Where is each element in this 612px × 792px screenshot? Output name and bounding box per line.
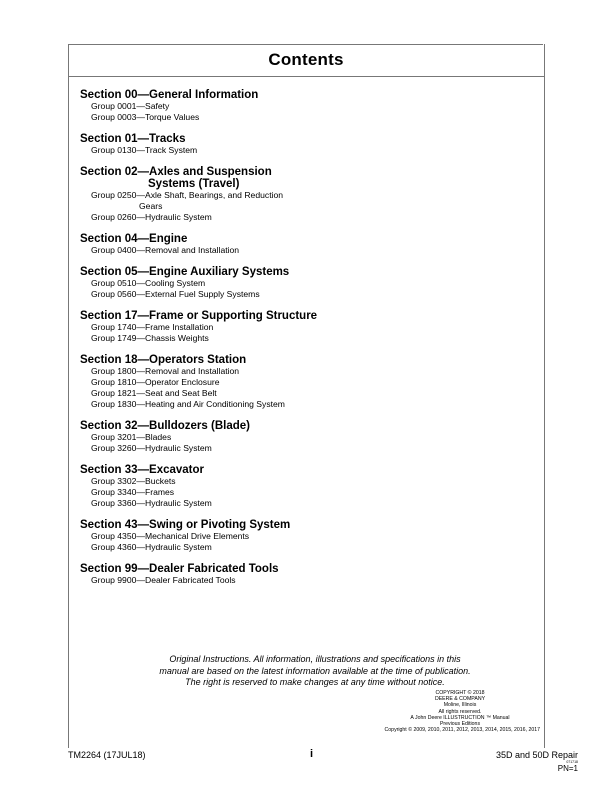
- copyright-line: Copyright © 2009, 2010, 2011, 2012, 2013, 2014, 2015, 2016, 2017: [384, 727, 540, 734]
- section-title[interactable]: Section 04—Engine: [80, 233, 188, 245]
- manual-title: 35D and 50D Repair: [495, 750, 578, 760]
- section-18: [80, 354, 380, 410]
- group-item[interactable]: Group 3201—Blades: [91, 432, 172, 442]
- group-item[interactable]: [80, 190, 380, 212]
- group-item[interactable]: Group 0510—Cooling System: [91, 278, 206, 288]
- group-item[interactable]: Group 0560—External Fuel Supply Systems: [91, 289, 260, 299]
- section-title[interactable]: Section 17—Frame or Supporting Structure: [80, 310, 318, 322]
- section-33: [80, 464, 380, 509]
- group-item[interactable]: Group 1800—Removal and Installation: [91, 366, 240, 376]
- group-item[interactable]: Group 1740—Frame Installation: [91, 322, 214, 332]
- section-43: [80, 519, 380, 553]
- section-title[interactable]: Section 18—Operators Station: [80, 354, 247, 366]
- group-item[interactable]: Group 1821—Seat and Seat Belt: [91, 388, 217, 398]
- pn-marker: PN=1: [557, 764, 578, 773]
- section-title-line-1: Section 02—Axles and Suspension: [80, 166, 272, 178]
- group-item-line-1: Group 0250—Axle Shaft, Bearings, and Reduction: [91, 190, 284, 200]
- date-code: 071718: [566, 760, 578, 764]
- page-number: i: [310, 748, 314, 760]
- document-id: TM2264 (17JUL18): [68, 750, 146, 760]
- group-item[interactable]: Group 1830—Heating and Air Conditioning System: [91, 399, 285, 409]
- notice-line: Original Instructions. All information, illustrations and specifications in this: [169, 654, 461, 664]
- copyright-line: Moline, Illinois: [443, 702, 477, 709]
- group-item[interactable]: Group 4350—Mechanical Drive Elements: [91, 531, 250, 541]
- section-title[interactable]: Section 32—Bulldozers (Blade): [80, 420, 250, 432]
- group-item[interactable]: Group 3302—Buckets: [91, 476, 176, 486]
- section-title[interactable]: Section 05—Engine Auxiliary Systems: [80, 266, 290, 278]
- copyright-line: All rights reserved.: [438, 708, 482, 715]
- title-divider: [68, 76, 544, 77]
- group-item[interactable]: Group 0003—Torque Values: [91, 112, 200, 122]
- copyright-line: A John Deere ILLUSTRUCTION ™ Manual: [410, 714, 510, 721]
- group-item[interactable]: Group 0130—Track System: [91, 145, 198, 155]
- section-title[interactable]: Section 99—Dealer Fabricated Tools: [80, 563, 279, 575]
- section-17: [80, 310, 380, 344]
- section-title-line-2: Systems (Travel): [148, 178, 240, 190]
- copyright-line: Previous Editions: [439, 721, 481, 728]
- section-title[interactable]: Section 43—Swing or Pivoting System: [80, 519, 291, 531]
- group-item[interactable]: Group 0001—Safety: [91, 101, 170, 111]
- copyright-line: COPYRIGHT © 2018: [435, 690, 485, 696]
- group-item[interactable]: Group 4360—Hydraulic System: [91, 542, 212, 552]
- copyright-line: DEERE & COMPANY: [434, 696, 486, 703]
- publication-notice: [120, 654, 510, 689]
- section-02: [80, 166, 380, 223]
- group-item[interactable]: Group 3340—Frames: [91, 487, 175, 497]
- section-99: [80, 563, 380, 586]
- group-item-line-2: Gears: [139, 201, 163, 211]
- notice-line: The right is reserved to make changes at any time without notice.: [185, 677, 445, 687]
- group-item[interactable]: Group 3360—Hydraulic System: [91, 498, 212, 508]
- group-item[interactable]: Group 9900—Dealer Fabricated Tools: [91, 575, 236, 585]
- section-title[interactable]: Section 00—General Information: [80, 89, 259, 101]
- section-title[interactable]: Section 01—Tracks: [80, 133, 186, 145]
- section-04: [80, 233, 380, 256]
- section-title[interactable]: Section 33—Excavator: [80, 464, 205, 476]
- group-item[interactable]: Group 3260—Hydraulic System: [91, 443, 212, 453]
- group-item[interactable]: Group 1749—Chassis Weights: [91, 333, 209, 343]
- notice-line: manual are based on the latest information available at the time of publication.: [159, 665, 471, 676]
- group-item[interactable]: Group 1810—Operator Enclosure: [91, 377, 220, 387]
- group-item[interactable]: Group 0400—Removal and Installation: [91, 245, 240, 255]
- section-32: [80, 420, 380, 454]
- section-01: [80, 133, 380, 156]
- group-item[interactable]: Group 0260—Hydraulic System: [91, 212, 212, 222]
- section-title[interactable]: [80, 166, 380, 190]
- section-05: [80, 266, 380, 300]
- table-of-contents: [80, 89, 380, 596]
- section-00: [80, 89, 380, 123]
- page-title: Contents: [268, 50, 344, 69]
- copyright-block: [320, 690, 540, 733]
